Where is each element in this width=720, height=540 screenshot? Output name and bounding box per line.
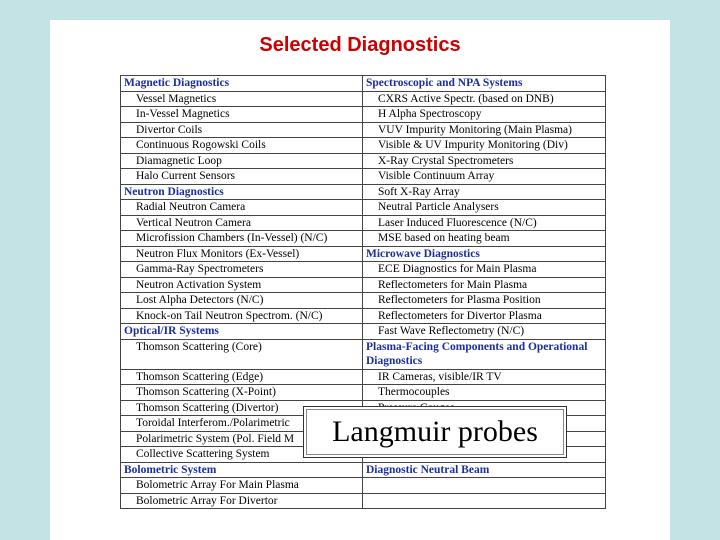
diagnostic-item: Polarimetric System (Pol. Field M	[121, 431, 363, 447]
table-row	[121, 308, 606, 324]
table-row	[121, 385, 606, 401]
table-row	[121, 478, 606, 494]
diagnostic-item: Vertical Neutron Camera	[121, 215, 363, 231]
diagnostic-item: Reflectometers for Main Plasma	[363, 277, 606, 293]
diagnostic-item: Thomson Scattering (Divertor)	[121, 400, 363, 416]
diagnostic-item: Diamagnetic Loop	[121, 153, 363, 169]
table-row	[121, 493, 606, 509]
table-row	[121, 138, 606, 154]
category-heading: Plasma-Facing Components and Operational Diagnostics	[363, 339, 606, 369]
table-row	[121, 277, 606, 293]
diagnostic-item: Gamma-Ray Spectrometers	[121, 262, 363, 278]
table-row	[121, 293, 606, 309]
diagnostic-item	[363, 478, 606, 494]
diagnostic-item: ECE Diagnostics for Main Plasma	[363, 262, 606, 278]
table-row	[121, 324, 606, 340]
diagnostic-item: Halo Current Sensors	[121, 169, 363, 185]
table-row	[121, 246, 606, 262]
diagnostic-item: Bolometric Array For Main Plasma	[121, 478, 363, 494]
table-row	[121, 462, 606, 478]
diagnostic-item: IR Cameras, visible/IR TV	[363, 369, 606, 385]
table-row	[121, 215, 606, 231]
diagnostic-item: Lost Alpha Detectors (N/C)	[121, 293, 363, 309]
category-heading: Neutron Diagnostics	[121, 184, 363, 200]
category-heading: Bolometric System	[121, 462, 363, 478]
diagnostic-item: Visible Continuum Array	[363, 169, 606, 185]
diagnostic-item: Thermocouples	[363, 385, 606, 401]
diagnostic-item: Neutron Flux Monitors (Ex-Vessel)	[121, 246, 363, 262]
category-heading: Spectroscopic and NPA Systems	[363, 76, 606, 92]
diagnostic-item: Continuous Rogowski Coils	[121, 138, 363, 154]
table-row	[121, 369, 606, 385]
diagnostic-item: In-Vessel Magnetics	[121, 107, 363, 123]
diagnostic-item: Thomson Scattering (Core)	[121, 339, 363, 369]
slide	[50, 20, 670, 540]
table-row	[121, 91, 606, 107]
table-row	[121, 184, 606, 200]
table-row	[121, 262, 606, 278]
diagnostic-item: X-Ray Crystal Spectrometers	[363, 153, 606, 169]
diagnostic-item: Neutral Particle Analysers	[363, 200, 606, 216]
diagnostic-item: Visible & UV Impurity Monitoring (Div)	[363, 138, 606, 154]
diagnostic-item: Reflectometers for Plasma Position	[363, 293, 606, 309]
langmuir-probes-callout: Langmuir probes	[303, 406, 567, 458]
diagnostic-item: Bolometric Array For Divertor	[121, 493, 363, 509]
diagnostic-item: Laser Induced Fluorescence (N/C)	[363, 215, 606, 231]
diagnostic-item: Knock-on Tail Neutron Spectrom. (N/C)	[121, 308, 363, 324]
diagnostic-item: Fast Wave Reflectometry (N/C)	[363, 324, 606, 340]
diagnostic-item: H Alpha Spectroscopy	[363, 107, 606, 123]
category-heading: Diagnostic Neutral Beam	[363, 462, 606, 478]
diagnostic-item: Radial Neutron Camera	[121, 200, 363, 216]
table-row	[121, 122, 606, 138]
table-row	[121, 107, 606, 123]
table-row	[121, 200, 606, 216]
diagnostic-item: MSE based on heating beam	[363, 231, 606, 247]
diagnostic-item: VUV Impurity Monitoring (Main Plasma)	[363, 122, 606, 138]
diagnostic-item: Thomson Scattering (X-Point)	[121, 385, 363, 401]
table-row	[121, 339, 606, 369]
diagnostic-item: Divertor Coils	[121, 122, 363, 138]
diagnostic-item: Reflectometers for Divertor Plasma	[363, 308, 606, 324]
category-heading: Optical/IR Systems	[121, 324, 363, 340]
diagnostic-item	[363, 493, 606, 509]
diagnostic-item: Soft X-Ray Array	[363, 184, 606, 200]
table-row	[121, 76, 606, 92]
diagnostic-item: Vessel Magnetics	[121, 91, 363, 107]
diagnostic-item: Microfission Chambers (In-Vessel) (N/C)	[121, 231, 363, 247]
diagnostic-item: Neutron Activation System	[121, 277, 363, 293]
slide-title: Selected Diagnostics	[259, 34, 461, 56]
diagnostic-item: Collective Scattering System	[121, 447, 363, 463]
category-heading: Microwave Diagnostics	[363, 246, 606, 262]
category-heading: Magnetic Diagnostics	[121, 76, 363, 92]
table-row	[121, 153, 606, 169]
diagnostic-item: Thomson Scattering (Edge)	[121, 369, 363, 385]
table-row	[121, 231, 606, 247]
table-row	[121, 169, 606, 185]
diagnostic-item: Toroidal Interferom./Polarimetric	[121, 416, 363, 432]
diagnostic-item: CXRS Active Spectr. (based on DNB)	[363, 91, 606, 107]
